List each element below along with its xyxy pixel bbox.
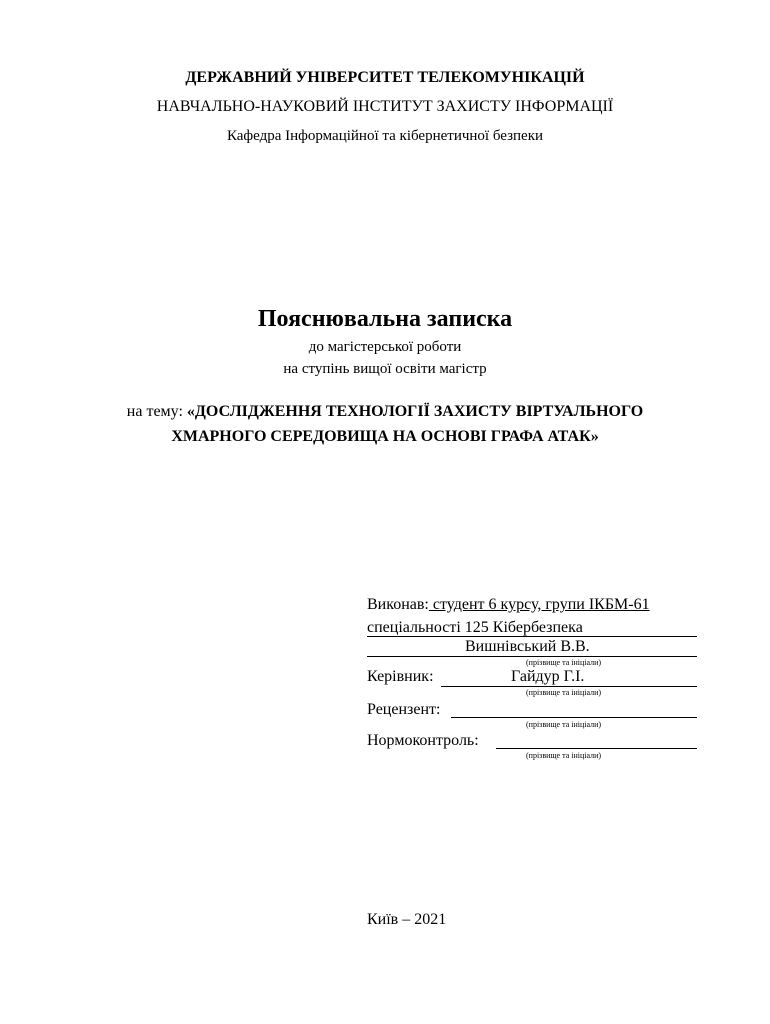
topic-line-1 — [0, 403, 770, 421]
supervisor-name-hint: (прізвище та ініціали) — [526, 688, 602, 697]
normcontrol-label: Нормоконтроль: — [367, 732, 479, 749]
city-year: Київ – 2021 — [367, 911, 447, 928]
specialty-underline — [367, 636, 697, 637]
supervisor-label: Керівник: — [367, 668, 434, 685]
performed-by-row — [367, 596, 650, 614]
department-name: Кафедра Інформаційної та кібернетичної безпеки — [226, 128, 544, 144]
normcontrol-name-hint: (прізвище та ініціали) — [526, 751, 602, 760]
reviewer-name-hint: (прізвище та ініціали) — [526, 720, 602, 729]
specialty-text: спеціальності 125 Кібербезпека — [367, 619, 583, 636]
document-subtitle-1: до магістерської роботи — [308, 339, 462, 355]
document-title: Пояснювальна записка — [257, 306, 513, 332]
topic-prefix: на тему: — [126, 403, 187, 420]
student-name: Вишнівський В.В. — [465, 638, 590, 655]
reviewer-label: Рецензент: — [367, 701, 441, 718]
document-subtitle-2: на ступінь вищої освіти магістр — [283, 361, 487, 377]
institute-name: НАВЧАЛЬНО-НАУКОВИЙ ІНСТИТУТ ЗАХИСТУ ІНФОРМАЦІЇ — [156, 98, 614, 115]
topic-title-part-1: «ДОСЛІДЖЕННЯ ТЕХНОЛОГІЇ ЗАХИСТУ ВІРТУАЛЬНОГО — [186, 403, 644, 420]
supervisor-underline — [441, 686, 697, 687]
normcontrol-underline — [496, 748, 697, 749]
university-name: ДЕРЖАВНИЙ УНІВЕРСИТЕТ ТЕЛЕКОМУНІКАЦІЙ — [185, 69, 585, 86]
reviewer-underline — [451, 717, 697, 718]
performed-label: Виконав: — [367, 596, 429, 613]
student-name-underline — [367, 656, 697, 657]
student-name-hint: (прізвище та ініціали) — [526, 658, 602, 667]
topic-line-2: ХМАРНОГО СЕРЕДОВИЩА НА ОСНОВІ ГРАФА АТАК» — [171, 428, 599, 445]
performed-value: студент 6 курсу, групи ІКБМ-61 — [428, 596, 650, 613]
supervisor-name: Гайдур Г.І. — [511, 668, 585, 685]
